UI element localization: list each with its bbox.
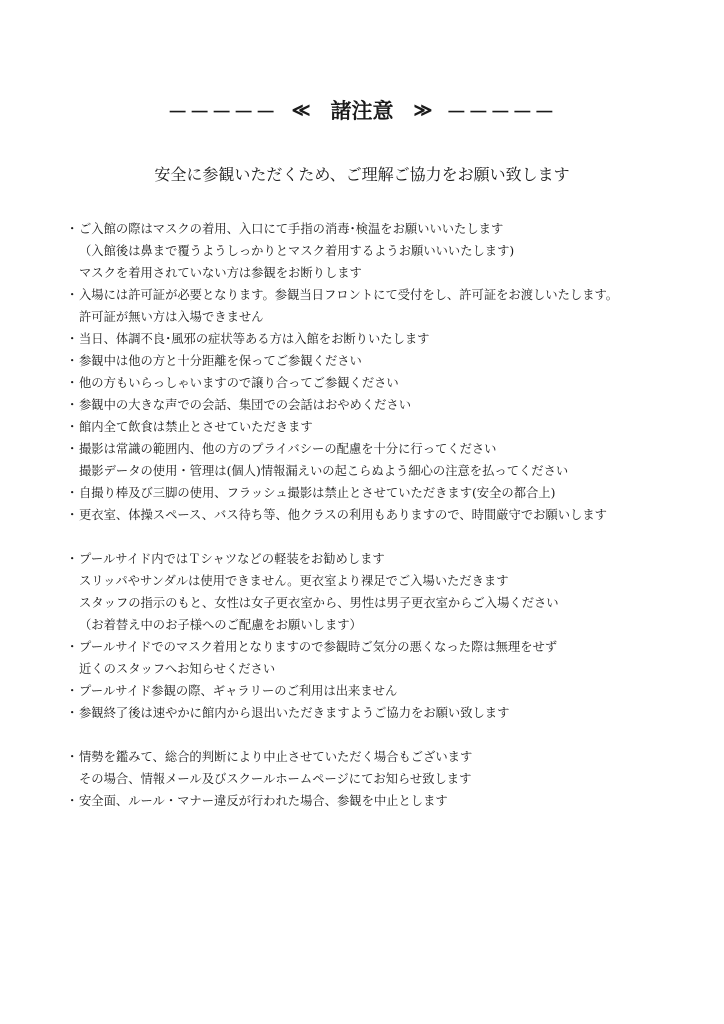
page-subtitle: 安全に参観いただくため、ご理解ご協力をお願い致します [154,165,570,184]
notice-item [66,636,706,658]
notice-item [66,504,706,526]
notice-text: プールサイド参観の際、ギャラリーのご利用は出来ません [79,684,398,698]
bullet-mark: ・ [66,288,79,302]
bullet-mark: ・ [66,794,79,808]
notice-text: スタッフの指示のもと、女性は女子更衣室から、男性は男子更衣室からご入場ください [79,596,559,610]
title-dashes-right: －－－－－ [446,99,557,124]
notice-text: 入場には許可証が必要となります。参観当日フロントにて受付をし、許可証をお渡しいたします。 [79,288,619,302]
notice-item [66,438,706,460]
notice-item-continuation [66,768,706,790]
title-dashes-left: －－－－－ [167,99,278,124]
notice-item-continuation [66,614,706,636]
notice-text: 参観中は他の方と十分距離を保ってご参観ください [79,354,362,368]
notice-item [66,218,706,240]
notice-item [66,790,706,812]
notice-text: 参観終了後は速やかに館内から退出いただきますようご協力をお願い致します [79,706,510,720]
bullet-mark: ・ [66,420,79,434]
notice-item [66,548,706,570]
notice-item [66,416,706,438]
title-row [0,94,724,126]
notice-item [66,680,706,702]
bullet-mark: ・ [66,706,79,720]
notice-item-continuation [66,306,706,328]
notice-text: 自撮り棒及び三脚の使用、フラッシュ撮影は禁止とさせていただきます(安全の都合上) [79,486,556,500]
notice-text: プールサイド内ではＴシャツなどの軽装をお勧めします [79,552,385,566]
notice-text: ご入館の際はマスクの着用、入口にて手指の消毒･検温をお願いいいたします [79,222,504,236]
notice-text: 安全面、ルール・マナー違反が行われた場合、参観を中止とします [79,794,448,808]
notice-text: プールサイドでのマスク着用となりますので参観時ご気分の悪くなった際は無理をせず [79,640,558,654]
bullet-mark: ・ [66,508,79,522]
notice-text: 情勢を鑑みて、総合的判断により中止させていただく場合もございます [79,750,473,764]
notice-item-continuation [66,240,706,262]
notice-text: 他の方もいらっしゃいますので譲り合ってご参観ください [79,376,399,390]
notice-item [66,372,706,394]
bullet-mark: ・ [66,552,79,566]
notice-list [66,218,706,812]
notice-item-continuation [66,460,706,482]
notice-text: 近くのスタッフへお知らせください [79,662,276,676]
title-open-bracket: ≪ [291,99,311,121]
notice-item [66,394,706,416]
notice-text: 館内全て飲食は禁止とさせていただきます [79,420,313,434]
notice-item [66,702,706,724]
bullet-mark: ・ [66,442,79,456]
notice-item [66,328,706,350]
notice-item-continuation [66,262,706,284]
notice-text: （入館後は鼻まで覆うようしっかりとマスク着用するようお願いいいたします) [79,244,515,258]
notice-item [66,284,706,306]
notice-item [66,482,706,504]
notice-text: 許可証が無い方は入場できません [79,310,264,324]
notice-text: スリッパやサンダルは使用できません。更衣室より裸足でご入場いただきます [79,574,509,588]
bullet-mark: ・ [66,354,79,368]
notice-text: 撮影データの使用・管理は(個人)情報漏えいの起こらぬよう細心の注意を払ってください [79,464,569,478]
bullet-mark: ・ [66,332,79,346]
notice-text: （お着替え中のお子様へのご配慮をお願いします） [79,618,362,632]
notice-text: 更衣室、体操スペース、バス待ち等、他クラスの利用もありますので、時間厳守でお願いします [79,508,607,522]
bullet-mark: ・ [66,684,79,698]
section-spacer [66,724,706,746]
notice-text: 撮影は常識の範囲内、他の方のプライバシーの配慮を十分に行ってください [79,442,497,456]
title-close-bracket: ≫ [413,99,433,121]
notice-text: マスクを着用されていない方は参観をお断りします [79,266,362,280]
bullet-mark: ・ [66,640,79,654]
notice-text: 当日、体調不良･風邪の症状等ある方は入館をお断りいたします [79,332,430,346]
bullet-mark: ・ [66,486,79,500]
bullet-mark: ・ [66,222,79,236]
notice-item-continuation [66,592,706,614]
section-spacer [66,526,706,548]
notice-item [66,746,706,768]
bullet-mark: ・ [66,398,79,412]
page-title: 諸注意 [330,98,394,123]
bullet-mark: ・ [66,376,79,390]
notice-item-continuation [66,570,706,592]
notice-text: 参観中の大きな声での会話、集団での会話はおやめください [79,398,412,412]
bullet-mark: ・ [66,750,79,764]
notice-item-continuation [66,658,706,680]
notice-text: その場合、情報メール及びスクールホームページにてお知らせ致します [79,772,472,786]
notice-item [66,350,706,372]
